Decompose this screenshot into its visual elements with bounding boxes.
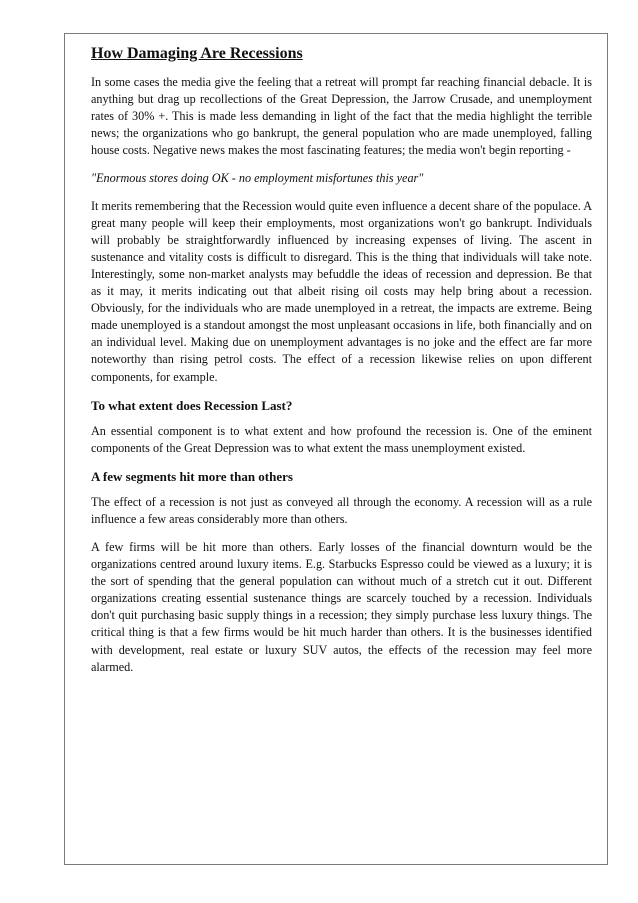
section-heading-recession-length: To what extent does Recession Last? <box>91 397 293 413</box>
document-body <box>91 44 592 687</box>
section-paragraph-recession-length: An essential component is to what extent and how profound the recession is. One of the eminent components of the Great Depression was to what extent the mass unemployment existed. <box>91 423 592 455</box>
section-paragraph-segments-1: The effect of a recession is not just as conveyed all through the economy. A recession will as a rule influence a few areas considerably more than others. <box>91 494 592 526</box>
document-title: How Damaging Are Recessions <box>91 45 303 62</box>
body-paragraph: It merits remembering that the Recession would quite even influence a decent share of the populace. A great many people will keep their employments, most organizations won't go bankrupt. Individuals will probably be straightforwardly influenced by increasing expenses of living. The ascent in sustenance and vitality costs is difficult to disregard. This is the thing that individuals will take note. Interestingly, some non-market analysts may befuddle the ideas of recession and depression. Be that as it may, it merits indicating out that albeit rising oil costs may help bring about a recession. Obviously, for the individuals who are made unemployed in a retreat, the impacts are extreme. Being made unemployed is a standout amongst the most unpleasant occasions in life, both financially and on an individual level. Making due on unemployment advantages is no joke and the effect are far more noteworthy than rising petrol costs. The effect of a recession likewise relies on upon different components, for example. <box>91 198 592 384</box>
section-heading-segments: A few segments hit more than others <box>91 468 293 484</box>
headline-quote: "Enormous stores doing OK - no employment misfortunes this year" <box>91 171 424 186</box>
section-paragraph-segments-2: A few firms will be hit more than others. Early losses of the financial downturn would be the organizations centred around luxury items. E.g. Starbucks Espresso could be viewed as a luxury; it is the sort of spending that the general population can without much of a stretch cut it out. Different organizations creating essential sustenance things are scarcely touched by a recession. Individuals don't quit purchasing basic supply things in a recession; they simply purchase less luxury things. The critical thing is that a few firms would be hit much harder than others. It is the businesses identified with development, real estate or luxury SUV autos, the effects of the recession may feel more alarmed. <box>91 539 592 674</box>
intro-paragraph: In some cases the media give the feeling that a retreat will prompt far reaching financial debacle. It is anything but drag up recollections of the Great Depression, the Jarrow Crusade, and unemployment rates of 30% +. This is made less demanding in light of the fact that the media highlight the terrible news; the organizations who go bankrupt, the general population who are made unemployed, falling house costs. Negative news makes the most fascinating features; the media won't begin reporting - <box>91 75 592 158</box>
